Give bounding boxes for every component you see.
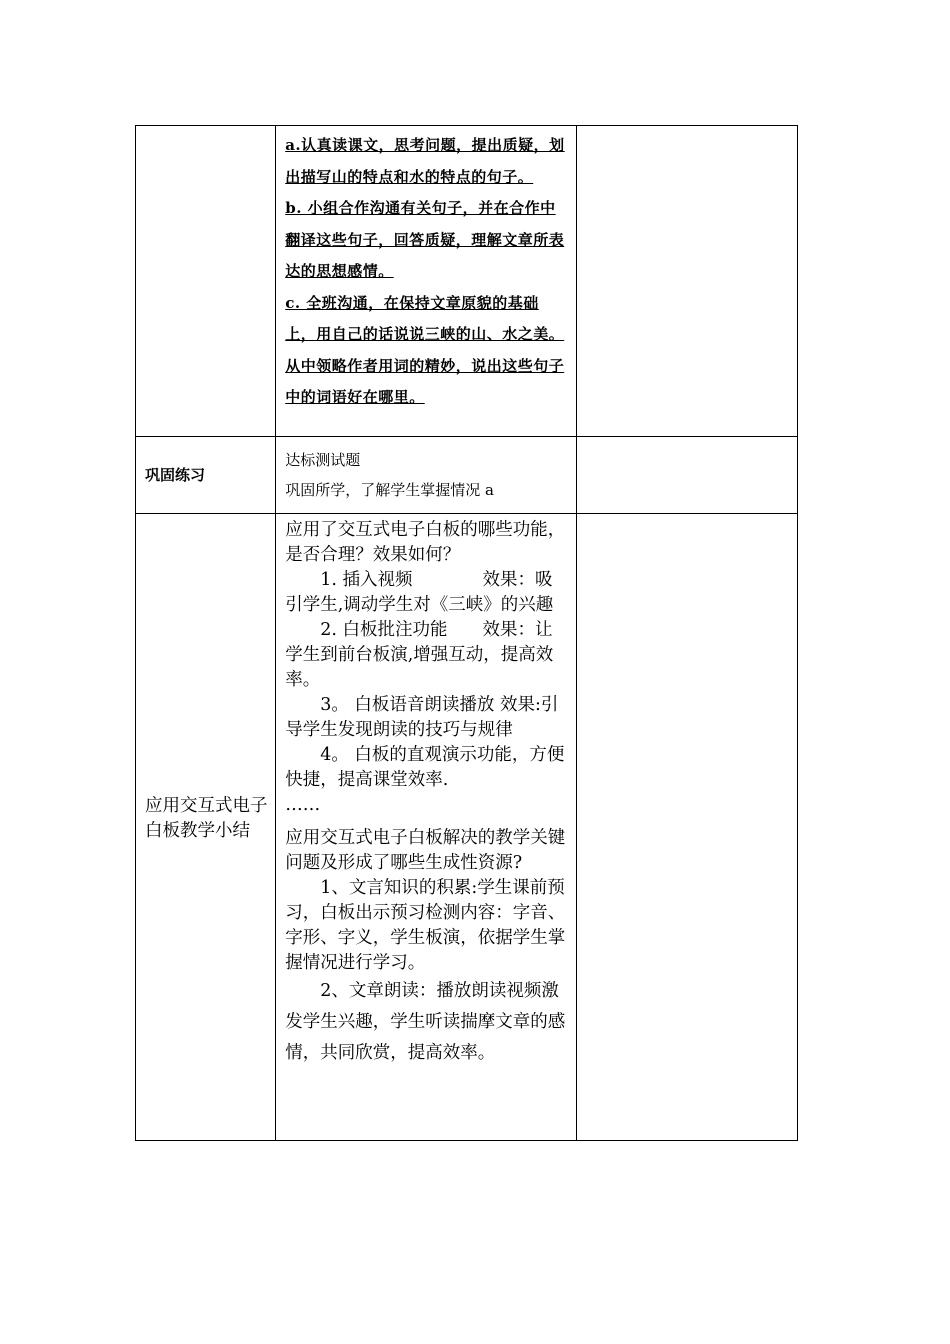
row-label-cell — [136, 437, 276, 514]
notes-cell — [576, 437, 797, 514]
notes-cell — [576, 514, 797, 1141]
resource-item: 1、文言知识的积累:学生课前预习，白板出示预习检测内容：字音、字形、字义，学生板演，依据学生掌握情况进行学习。 — [285, 878, 566, 973]
notes-cell — [576, 126, 797, 437]
feature-item: 2. 白板批注功能 效果：让学生到前台板演,增强互动，提高效率。 — [285, 620, 554, 690]
lesson-plan-table — [135, 125, 798, 1141]
row-label: 巩固练习 — [145, 466, 206, 484]
content-cell — [276, 437, 576, 514]
content-cell — [276, 126, 576, 437]
activity-item-a: a.认真读课文，思考问题，提出质疑，划出描写山的特点和水的特点的句子。 — [285, 136, 565, 186]
resource-item: 2、文章朗读：播放朗读视频激发学生兴趣，学生听读揣摩文章的感情，共同欣赏，提高效率。 — [285, 981, 566, 1063]
row-label-cell — [136, 514, 276, 1141]
row-label: 应用交互式电子白板教学小结 — [145, 796, 268, 841]
table-row — [136, 514, 798, 1141]
summary-question-2: 应用交互式电子白板解决的教学关键问题及形成了哪些生成性资源? — [285, 828, 566, 873]
summary-question-1: 应用了交互式电子白板的哪些功能，是否合理？效果如何？ — [285, 520, 566, 565]
feature-item: 1. 插入视频 效果：吸引学生,调动学生对《三峡》的兴趣 — [285, 570, 554, 615]
table-row — [136, 437, 798, 514]
table-row — [136, 126, 798, 437]
practice-title: 达标测试题 — [285, 451, 361, 469]
feature-item: 3。 白板语音朗读播放 效果:引导学生发现朗读的技巧与规律 — [285, 695, 559, 740]
feature-item: 4。 白板的直观演示功能，方便快捷，提高课堂效率. — [285, 745, 565, 790]
activity-item-c: c. 全班沟通，在保持文章原貌的基础上，用自己的话说说三峡的山、水之美。从中领略作者用词的精妙，说出这些句子中的词语好在哪里。 — [285, 293, 565, 406]
row-label-cell — [136, 126, 276, 437]
ellipsis: …… — [285, 795, 321, 815]
activity-item-b: b. 小组合作沟通有关句子，并在合作中翻译这些句子，回答质疑，理解文章所表达的思想感情。 — [285, 199, 565, 280]
content-cell — [276, 514, 576, 1141]
practice-desc: 巩固所学，了解学生掌握情况 a — [285, 481, 494, 499]
